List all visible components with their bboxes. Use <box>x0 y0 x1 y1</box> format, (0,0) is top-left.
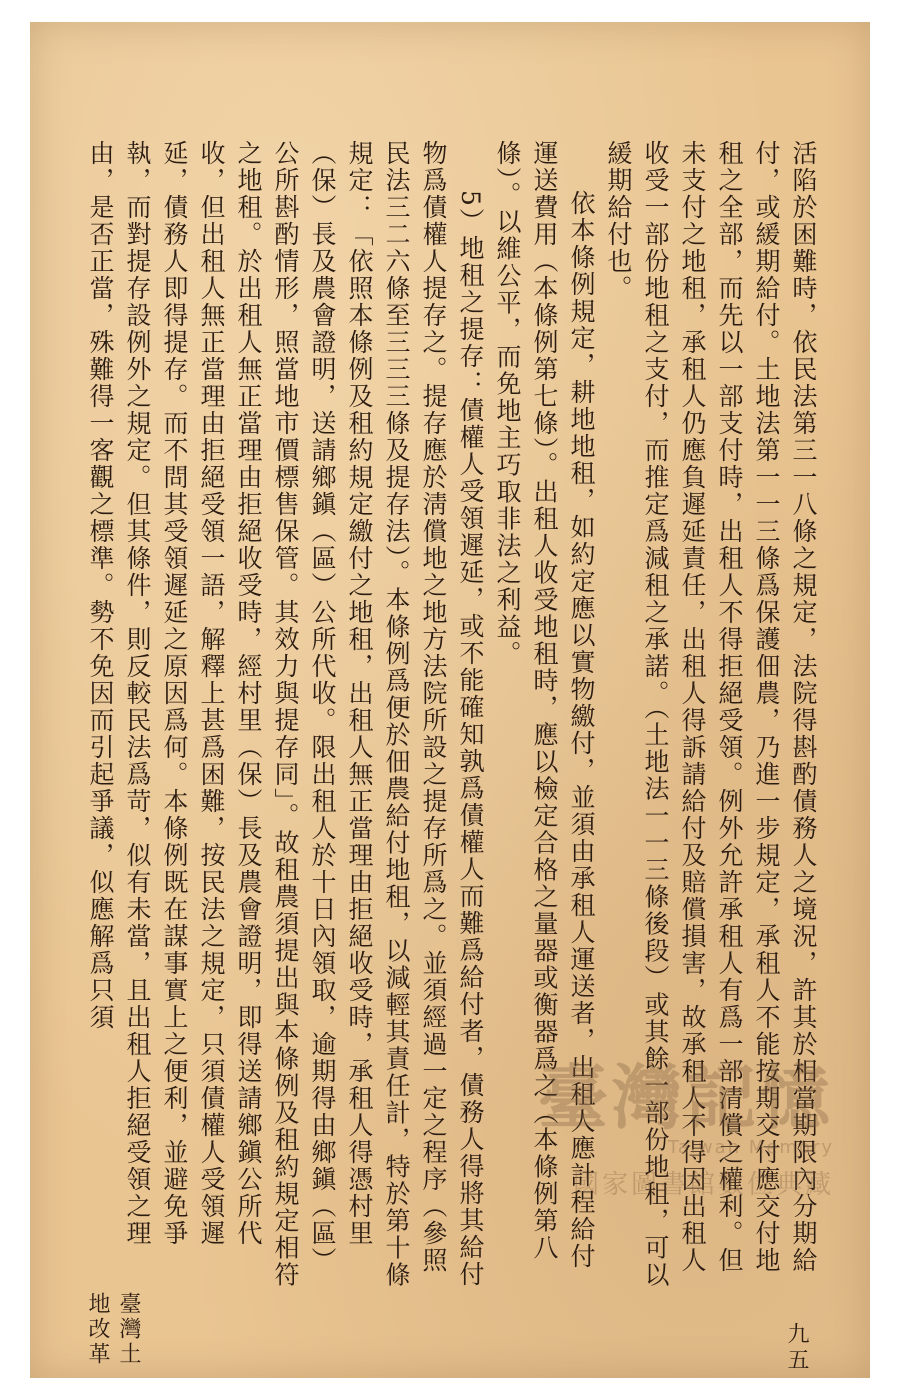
page-number: 九五 <box>784 1322 809 1374</box>
watermark-organization: 國家圖書館數位典藏 <box>572 1170 834 1200</box>
paragraph-2: 依本條例規定，耕地地租，如約定應以實物繳付，並須由承租人運送者，出租人應計程給付運送費用（本條例第七條）。出租人收受地租時，應以檢定合格之量器或衡器爲之（本條例第八條）。以維公平，而免地主巧取非法之利益。 <box>493 140 596 1270</box>
paragraph-1: 活陷於困難時，依民法第三一八條之規定，法院得斟酌債務人之境況，許其於相當期限內分期給付，或緩期給付。土地法第一一三條爲保護佃農，乃進一步規定，承租人不能按期交付應交付地租之全部，而先以一部支付時，出租人不得拒絕受領。例外允許承租人有爲一部清償之權利。但未支付之地租，承租人仍應負遲延責任，出租人得訴請給付及賠償損害，故承租人不得因出租人收受一部份地租之支付，而推定爲減租之承諾。（土地法一一三條後段）或其餘一部份地租，可以緩期給付也。 <box>604 140 818 1289</box>
running-footer-title: 臺灣土地改革 <box>85 1292 141 1367</box>
watermark-logo: 臺灣記憶 <box>538 1056 834 1139</box>
paragraph-3: 5）地租之提存：債權人受領遲延，或不能確知孰爲債權人而難爲給付者，債務人得將其給付物爲債權人提存之。提存應於淸償地之地方法院所設之提存所爲之。並須經過一定之程序（參照民法三二六條至三三三條及提存法）。本條例爲便於佃農給付地租，以減輕其責任計，特於第十條規定：「依照本條例及租約規定繳付之地租，出租人無正當理由拒絕收受時，承租人得憑村里（保）長及農會證明，送請鄉鎭（區）公所代收。限出租人於十日內領取，逾期得由鄉鎭（區）公所斟酌情形，照當地市價標售保管。其效力與提存同」。故租農須提出與本條例及租約規定相符之地租。於出租人無正當理由拒絕收受時，經村里（保）長及農會證明，即得送請鄉鎭公所代收，但出租人無正當理由拒絕受領一語，解釋上甚爲困難，按民法之規定，只須債權人受領遲延，債務人即得提存。而不問其受領遲延之原因爲何。本條例既在謀事實上之便利，並避免爭執，而對提存設例外之規定。但其條件，則反較民法爲苛，似有未當，且出租人拒絕受領之理由，是否正當，殊難得一客觀之標準。勢不免因而引起爭議，似應解爲只須 <box>86 140 485 1289</box>
body-text <box>86 140 822 1290</box>
watermark-subtitle: Taiwan Memory <box>667 1137 834 1158</box>
book-page <box>30 22 870 1378</box>
